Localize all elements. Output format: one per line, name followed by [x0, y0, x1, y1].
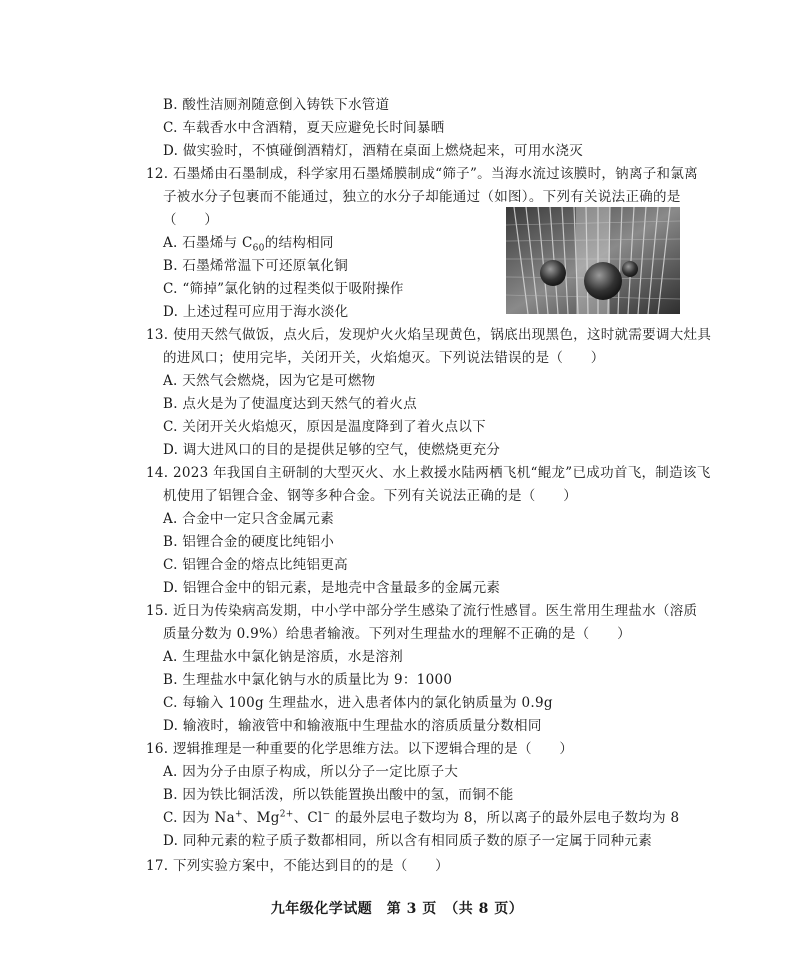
q12-stem-line-3: （ ） [163, 212, 219, 228]
page-footer: 九年级化学试题 第 3 页 （共 8 页） [270, 901, 524, 917]
q12-stem-line-2: 子被水分子包裹而不能通过，独立的水分子却能通过（如图）。下列有关说法正确的是 [163, 189, 681, 205]
q12-option-d: D. 上述过程可应用于海水淡化 [163, 304, 349, 320]
q12-option-a-subscript: 60 [252, 243, 265, 254]
q15-option-a: A. 生理盐水中氯化钠是溶质，水是溶剂 [163, 649, 404, 665]
q12-option-a-suffix: 的结构相同 [264, 235, 334, 251]
q17-stem: 17. 下列实验方案中，不能达到目的的是（ ） [146, 858, 449, 874]
q12-option-b: B. 石墨烯常温下可还原氧化铜 [163, 258, 349, 274]
q15-option-c: C. 每输入 100g 生理盐水，进入患者体内的氯化钠质量为 0.9g [163, 695, 553, 711]
q14-option-c: C. 铝锂合金的熔点比纯铝更高 [163, 557, 348, 573]
q16-option-c-part-1: C. 因为 Na [163, 810, 235, 826]
q16-option-c-part-3: 、Cl [293, 810, 323, 826]
q14-option-a: A. 合金中一定只含金属元素 [163, 511, 335, 527]
q13-option-b: B. 点火是为了使温度达到天然气的着火点 [163, 396, 418, 412]
q12-option-c: C. “筛掉”氯化钠的过程类似于吸附操作 [163, 281, 404, 297]
q15-stem-line-2: 质量分数为 0.9%）给患者输液。下列对生理盐水的理解不正确的是（ ） [163, 626, 631, 642]
q14-stem-line-1: 14. 2023 年我国自主研制的大型灭火、水上救援水陆两栖飞机“鲲龙”已成功首飞，制造该飞 [146, 465, 711, 481]
q16-option-c [163, 808, 679, 828]
q16-option-c-part-2: 、Mg [242, 810, 280, 826]
chloride-charge: − [322, 809, 331, 820]
magnesium-charge: 2+ [279, 809, 294, 820]
q16-option-a: A. 因为分子由原子构成，所以分子一定比原子大 [163, 764, 459, 780]
q16-option-c-part-4: 的最外层电子数均为 8，所以离子的最外层电子数均为 8 [330, 810, 680, 826]
q16-option-b: B. 因为铁比铜活泼，所以铁能置换出酸中的氢，而铜不能 [163, 787, 514, 803]
q13-stem-line-2: 的进风口；使用完毕，关闭开关，火焰熄灭。下列说法错误的是（ ） [163, 350, 605, 366]
q11-option-c: C. 车载香水中含酒精，夏天应避免长时间暴晒 [163, 120, 445, 136]
q14-stem-line-2: 机使用了铝锂合金、钢等多种合金。下列有关说法正确的是（ ） [163, 488, 577, 504]
q14-option-b: B. 铝锂合金的硬度比纯铝小 [163, 534, 335, 550]
q14-option-d: D. 铝锂合金中的铝元素，是地壳中含量最多的金属元素 [163, 580, 501, 596]
q13-option-a: A. 天然气会燃烧，因为它是可燃物 [163, 373, 376, 389]
q13-option-d: D. 调大进风口的目的是提供足够的空气，使燃烧更充分 [163, 442, 501, 458]
q12-option-a-prefix: A. 石墨烯与 C [163, 235, 253, 251]
graphene-membrane-photo [506, 207, 680, 314]
q16-stem: 16. 逻辑推理是一种重要的化学思维方法。以下逻辑合理的是（ ） [146, 741, 574, 757]
q15-stem-line-1: 15. 近日为传染病高发期，中小学中部分学生感染了流行性感冒。医生常用生理盐水（溶质 [146, 603, 698, 619]
q13-stem-line-1: 13. 使用天然气做饭，点火后，发现炉火火焰呈现黄色，锅底出现黑色，这时就需要调大灶具 [146, 327, 712, 343]
q15-option-d: D. 输液时，输液管中和输液瓶中生理盐水的溶质质量分数相同 [163, 718, 542, 734]
q12-stem-line-1: 12. 石墨烯由石墨制成，科学家用石墨烯膜制成“筛子”。当海水流过该膜时，钠离子和氯离 [146, 166, 698, 182]
q11-option-d: D. 做实验时，不慎碰倒酒精灯，酒精在桌面上燃烧起来，可用水浇灭 [163, 143, 584, 159]
q16-option-d: D. 同种元素的粒子质子数都相同，所以含有相同质子数的原子一定属于同种元素 [163, 833, 653, 849]
q12-option-a [163, 233, 334, 253]
q13-option-c: C. 关闭开关火焰熄灭，原因是温度降到了着火点以下 [163, 419, 486, 435]
q15-option-b: B. 生理盐水中氯化钠与水的质量比为 9：1000 [163, 672, 453, 688]
q11-option-b: B. 酸性洁厕剂随意倒入铸铁下水管道 [163, 97, 390, 113]
sodium-charge: + [234, 809, 243, 820]
